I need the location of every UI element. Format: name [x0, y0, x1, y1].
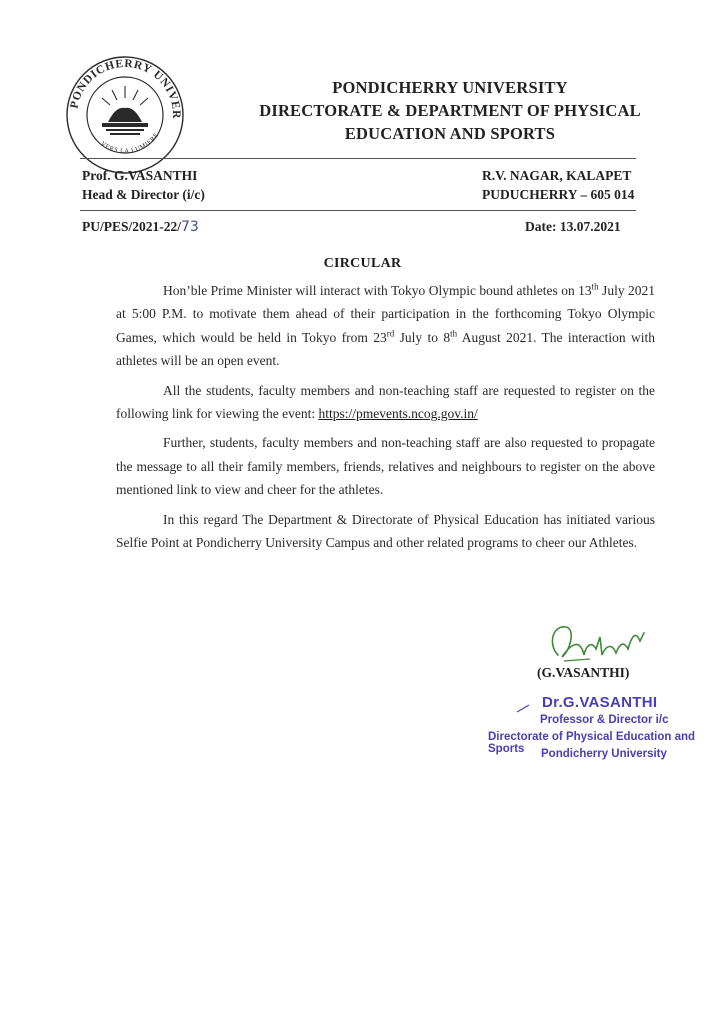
- circular-body: [116, 279, 655, 560]
- reference-number: [82, 219, 199, 235]
- circular-date: Date: 13.07.2021: [525, 219, 621, 234]
- signatory-name: (G.VASANTHI): [537, 665, 630, 680]
- stamp-university: Pondicherry University: [541, 748, 667, 760]
- header-line-2: DIRECTORATE & DEPARTMENT OF PHYSICAL: [259, 101, 641, 120]
- university-logo: [60, 50, 190, 180]
- paragraph-2: All the students, faculty members and non-teaching staff are requested to register on the following link for viewing the event: https://pmevents.ncog.gov.in/: [116, 382, 655, 422]
- paragraph-3: Further, students, faculty members and non-teaching staff are also requested to propagate the message to all their family members, friends, relatives and neighbours to register on the above mentioned link to view and cheer for the athletes.: [116, 435, 655, 498]
- event-link[interactable]: https://pmevents.ncog.gov.in/: [318, 406, 478, 422]
- logo-motto: VERS LA LUMIERE: [99, 131, 161, 155]
- logo-ring-text: PONDICHERRY UNIVER: [68, 57, 183, 120]
- svg-text:VERS LA LUMIERE: [99, 132, 160, 155]
- stamp-designation: Professor & Director i/c: [540, 714, 669, 726]
- address-line-1: R.V. NAGAR, KALAPET: [482, 168, 632, 183]
- header-divider: [80, 158, 636, 159]
- header-line-3: EDUCATION AND SPORTS: [344, 124, 556, 143]
- address-line-2: PUDUCHERRY – 605 014: [482, 187, 635, 202]
- sender-designation: Head & Director (i/c): [82, 187, 205, 202]
- stamp-name: Dr.G.VASANTHI: [542, 694, 658, 711]
- reference-handwritten-number: 73: [181, 219, 199, 235]
- paragraph-4: In this regard The Department & Directorate of Physical Education has initiated various Selfie Point at Pondicherry University Campus and other related programs to cheer our Athletes.: [116, 511, 655, 551]
- paragraph-1: Hon’ble Prime Minister will interact with Tokyo Olympic bound athletes on 13th July 2021 at 5:00 P.M. to motivate them ahead of their participation in the forthcoming Tokyo Olympic Games, which would be held in Tokyo from 23rd July to 8th August 2021. The interaction with athletes will be an open event.: [116, 281, 655, 369]
- reference-prefix: PU/PES/2021-22/: [82, 219, 182, 234]
- pen-mark: [516, 700, 530, 710]
- sender-name: Prof. G.VASANTHI: [82, 168, 198, 183]
- circular-title: CIRCULAR: [323, 256, 402, 271]
- address-divider: [80, 210, 636, 211]
- header-line-1: PONDICHERRY UNIVERSITY: [332, 78, 568, 97]
- stamp-department: Directorate of Physical Education and Sports: [488, 731, 696, 755]
